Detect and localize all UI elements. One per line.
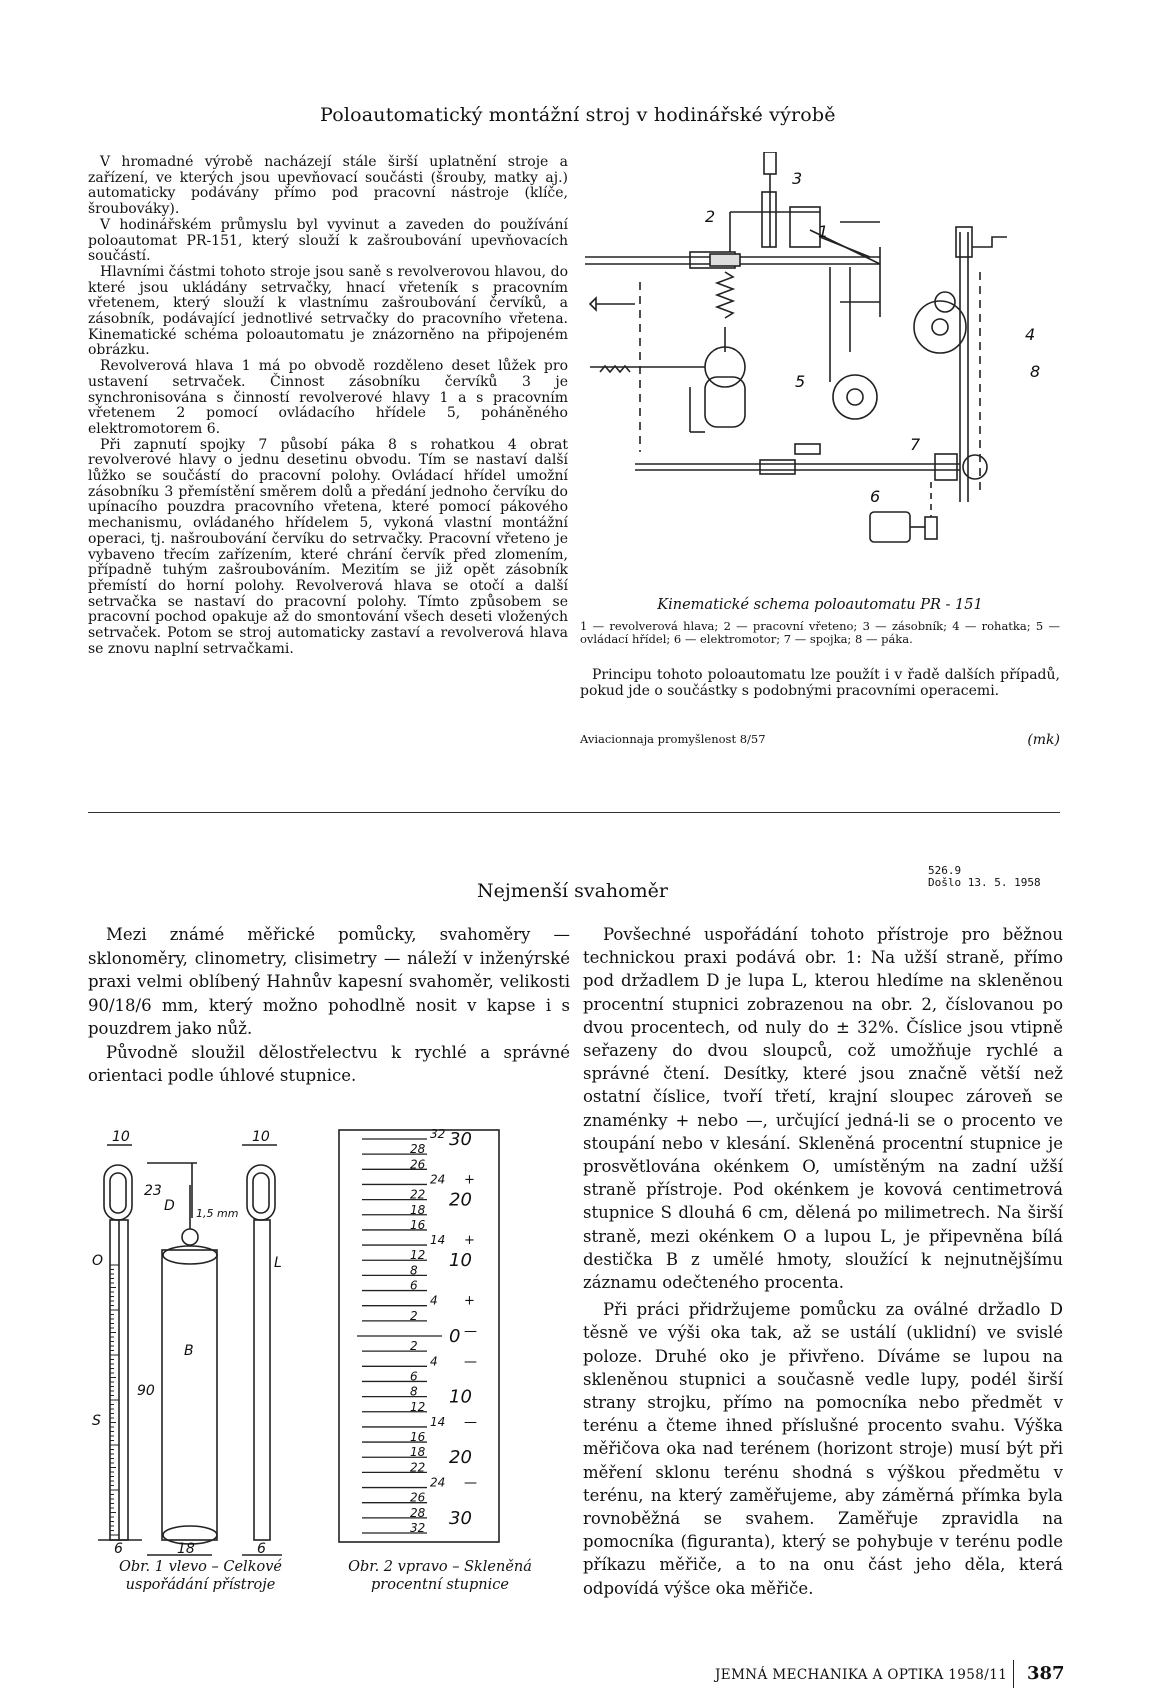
scale-label-left: 18 bbox=[410, 1202, 426, 1217]
scale-label-left: 6 bbox=[410, 1369, 418, 1384]
label-l: L bbox=[274, 1255, 282, 1271]
scale-sign: + bbox=[464, 1172, 475, 1188]
article2-paragraph: Mezi známé měřické pomůcky, svahoměry — sklonoměry, clinometry, clisimetry — náleží v inženýrské praxi velmi oblíbený Hahnův kapesní svahoměr, velikosti 90/18/6 mm, který možno pohodlně nosit v kapse i s pouzdrem jako nůž. bbox=[88, 925, 570, 1038]
scale-label-tens: 10 bbox=[449, 1386, 472, 1408]
source-text: Aviacionnaja promyšlenost 8/57 bbox=[580, 732, 766, 746]
diagram-label: 5 bbox=[795, 372, 806, 391]
article2-paragraph: Původně sloužil dělostřelectvu k rychlé a správné orientaci podle úhlové stupnice. bbox=[88, 1042, 570, 1085]
scale-label-left: 26 bbox=[410, 1490, 426, 1505]
footer-separator bbox=[1013, 1660, 1014, 1688]
article-divider bbox=[88, 812, 1060, 813]
scale-label-left: 32 bbox=[410, 1521, 426, 1535]
article2-title: Nejmenší svahoměr bbox=[477, 880, 668, 902]
scale-label-tens: 20 bbox=[449, 1447, 472, 1469]
scale-label-left: 8 bbox=[410, 1263, 418, 1278]
label-d: D bbox=[164, 1198, 175, 1214]
scale-sign: — bbox=[464, 1324, 477, 1339]
article1-title: Poloautomatický montážní stroj v hodinářské výrobě bbox=[320, 104, 836, 126]
dim-label: 18 bbox=[177, 1541, 195, 1557]
article1-source bbox=[580, 732, 1060, 746]
scale-sign: — bbox=[464, 1354, 477, 1370]
scale-label-left: 8 bbox=[410, 1384, 418, 1399]
scale-sign: — bbox=[464, 1414, 477, 1430]
scale-label-left: 28 bbox=[410, 1142, 426, 1157]
scale-label-left: 12 bbox=[410, 1399, 426, 1414]
scale-label-left: 26 bbox=[410, 1157, 426, 1172]
diagram-label: 7 bbox=[910, 435, 921, 454]
scale-label-right: 14 bbox=[430, 1233, 446, 1248]
clinometer-figures bbox=[92, 1125, 562, 1560]
percent-scale bbox=[357, 1127, 477, 1535]
label-b: B bbox=[184, 1343, 194, 1359]
article1-paragraph: Při zapnutí spojky 7 působí páka 8 s rohatkou 4 obrat revolverové hlavy o jednu desetinu obvodu. Tím se nastaví další lůžko se součástí do pracovní polohy. Ovládací hřídel umožní zásobníku 3 přemístění směrem dolů a předání jednoho červíku do upínacího pouzdra pracovního vřetena, které pomocí pákového mechanismu, ovládaného hřídelem 5, vykoná vlastní montážní operaci, tj. našroubování červíku do setrvačky. Pracovní vřeteno je vybaveno třecím zařízením, které chrání červík před zlomením, případně tuhým zašroubováním. Mezitím se již opět zásobník přemístí do horní polohy. Revolverová hlava se otočí a další setrvačka se nastaví do pracovní polohy. Tímto způsobem se pracovní pochod opakuje až do smontování všech deseti vložených setrvaček. Potom se stroj automaticky zastaví a revolverová hlava se znovu naplní setrvačkami. bbox=[88, 436, 568, 657]
scale-sign: + bbox=[464, 1233, 475, 1249]
dim-label: 6 bbox=[257, 1541, 266, 1557]
scale-label-left: 16 bbox=[410, 1217, 426, 1232]
label-o: O bbox=[92, 1253, 104, 1269]
ruler-ticks bbox=[110, 1265, 119, 1535]
diagram-label: 3 bbox=[792, 169, 803, 188]
scale-label-right: 4 bbox=[430, 1354, 438, 1369]
article1-closing bbox=[580, 668, 1060, 699]
scale-label-tens: 20 bbox=[449, 1189, 472, 1211]
dim-label: 90 bbox=[137, 1383, 155, 1399]
article2-right-column bbox=[583, 923, 1063, 1604]
dim-label: 10 bbox=[252, 1129, 270, 1145]
scale-label-tens: 30 bbox=[449, 1129, 472, 1150]
diagram-label: 8 bbox=[1030, 362, 1041, 381]
scale-label-left: 18 bbox=[410, 1445, 426, 1460]
scale-label-right: 32 bbox=[430, 1127, 446, 1141]
fig2-caption: Obr. 2 vpravo – Skleněná procentní stupnice bbox=[348, 1559, 532, 1593]
fig1-caption: Obr. 1 vlevo – Celkové uspořádání přístroje bbox=[119, 1559, 282, 1593]
classification: 526.9 bbox=[928, 864, 962, 877]
diagram-label: 2 bbox=[705, 207, 716, 226]
dim-label: 6 bbox=[114, 1541, 123, 1557]
dim-label: 23 bbox=[144, 1183, 162, 1199]
journal-footer: JEMNÁ MECHANIKA A OPTIKA 1958/11 bbox=[715, 1667, 1008, 1683]
scale-label-left: 22 bbox=[410, 1460, 426, 1475]
article2-paragraph: Při práci přidržujeme pomůcku za oválné držadlo D těsně ve výši oka tak, až se ustálí (uklidní) ve svislé poloze. Druhé oko je přivřeno. Díváme se lupou na skleněnou stupnici a současně vedle lupy, podél širší strany strojku, přímo na pomocníka nebo předmět v terénu a čteme ihned příslušné procento svahu. Výška měřičova oka nad terénem (horizont stroje) musí být při měření sklonu terénu shodná s výškou předmětu v terénu, na který zaměřujeme, aby záměrná přímka byla rovnoběžná se svahem. Zaměřuje zpravidla na pomocníka (figuranta), který se pohybuje v terénu podle příkazu měřiče, a to na onu část jeho děla, která odpovídá výšce oka měřiče. bbox=[583, 1300, 1063, 1598]
article1-figure-legend: 1 — revolverová hlava; 2 — pracovní vřeteno; 3 — zásobník; 4 — rohatka; 5 — ovládací hřídel; 6 — elektromotor; 7 — spojka; 8 — páka. bbox=[580, 619, 1060, 646]
received-date: Došlo 13. 5. 1958 bbox=[928, 876, 1041, 889]
article1-paragraph: V hodinářském průmyslu byl vyvinut a zaveden do používání poloautomat PR-151, který slouží k zašroubování upevňovacích součástí. bbox=[88, 216, 568, 265]
scale-label-right: 24 bbox=[430, 1172, 446, 1187]
scale-label-tens: 0 bbox=[449, 1326, 461, 1347]
scale-label-left: 12 bbox=[410, 1248, 426, 1263]
article1-paragraph: Revolverová hlava 1 má po obvodě rozděleno deset lůžek pro ustavení setrvaček. Činnost zásobníku červíků 3 je synchronisována s činností revolverové hlavy 1 a s pracovním vřetenem 2 pomocí ovládacího hřídele 5, poháněného elektromotorem 6. bbox=[88, 358, 568, 437]
article1-figure-caption: Kinematické schema poloautomatu PR - 151 bbox=[657, 597, 983, 613]
article2-paragraph: Povšechné uspořádání tohoto přístroje pro běžnou technickou praxi podává obr. 1: Na užší straně, přímo pod držadlem D je lupa L, kterou hledíme na skleněnou procentní stupnici zobrazenou na obr. 2, číslovanou po dvou procentech, od nuly do ± 32%. Číslice jsou vtipně seřazeny do dvou sloupců, což umožňuje rychlé a správné čtení. Desítky, které jsou značně větší než ostatní číslice, tvoří třetí, krajní sloupec zároveň se znaménky + nebo —, určující jedná-li se o procento ve stoupání nebo v klesání. Skleněná procentní stupnice je prosvětlována okénkem O, umístěným na zadní užší straně přístroje. Pod okénkem je kovová centimetrová stupnice S dlouhá 6 cm, dělená po milimetrech. Na širší straně, mezi okénkem O a lupou L, je připevněna bílá destička B z umělé hmoty, sloužící k nejnutnějšímu záznamu odečteného procenta. bbox=[583, 925, 1063, 1293]
article1-body bbox=[88, 155, 568, 658]
scale-label-left: 22 bbox=[410, 1187, 426, 1202]
page-number: 387 bbox=[1027, 1663, 1065, 1684]
article2-meta bbox=[928, 865, 1041, 889]
article1-paragraph: Hlavními částmi tohoto stroje jsou saně s revolverovou hlavou, do které jsou ukládány setrvačky, hnací vřeteník s pracovním vřetenem, který slouží k vlastnímu zašroubování červíků, a zásobník, podávající jednotlivé setrvačky do pracovního vřetena. Kinematické schéma poloautomatu je znázorněno na připojeném obrázku. bbox=[88, 263, 568, 359]
scale-sign: + bbox=[464, 1293, 475, 1309]
diagram-label: 1 bbox=[818, 222, 829, 241]
scale-label-left: 28 bbox=[410, 1505, 426, 1520]
closing-paragraph: Principu tohoto poloautomatu lze použít i v řadě dalších případů, pokud jde o součástky s podobnými pracovními operacemi. bbox=[580, 667, 1060, 699]
label-s: S bbox=[92, 1413, 101, 1429]
thickness-label: 1,5 mm bbox=[196, 1207, 239, 1220]
kinematic-diagram bbox=[580, 152, 1060, 592]
scale-label-right: 24 bbox=[430, 1475, 446, 1490]
scale-sign: — bbox=[464, 1475, 477, 1491]
scale-label-left: 16 bbox=[410, 1430, 426, 1445]
diagram-label: 4 bbox=[1025, 325, 1036, 344]
scale-label-tens: 30 bbox=[449, 1507, 472, 1529]
author-mark: (mk) bbox=[1027, 732, 1060, 748]
article1-paragraph: V hromadné výrobě nacházejí stále širší uplatnění stroje a zařízení, ve kterých jsou upevňovací součásti (šrouby, matky aj.) automaticky podávány přímo pod pracovní nástroje (klíče, šroubováky). bbox=[88, 154, 568, 218]
article2-left-column bbox=[88, 923, 570, 1088]
diagram-label: 6 bbox=[870, 487, 881, 506]
scale-label-left: 6 bbox=[410, 1278, 418, 1293]
scale-label-left: 2 bbox=[410, 1339, 418, 1354]
scale-label-right: 4 bbox=[430, 1293, 438, 1308]
dim-label: 10 bbox=[112, 1129, 130, 1145]
scale-label-left: 2 bbox=[410, 1308, 418, 1323]
scale-label-right: 14 bbox=[430, 1414, 446, 1429]
scale-label-tens: 10 bbox=[449, 1250, 472, 1272]
